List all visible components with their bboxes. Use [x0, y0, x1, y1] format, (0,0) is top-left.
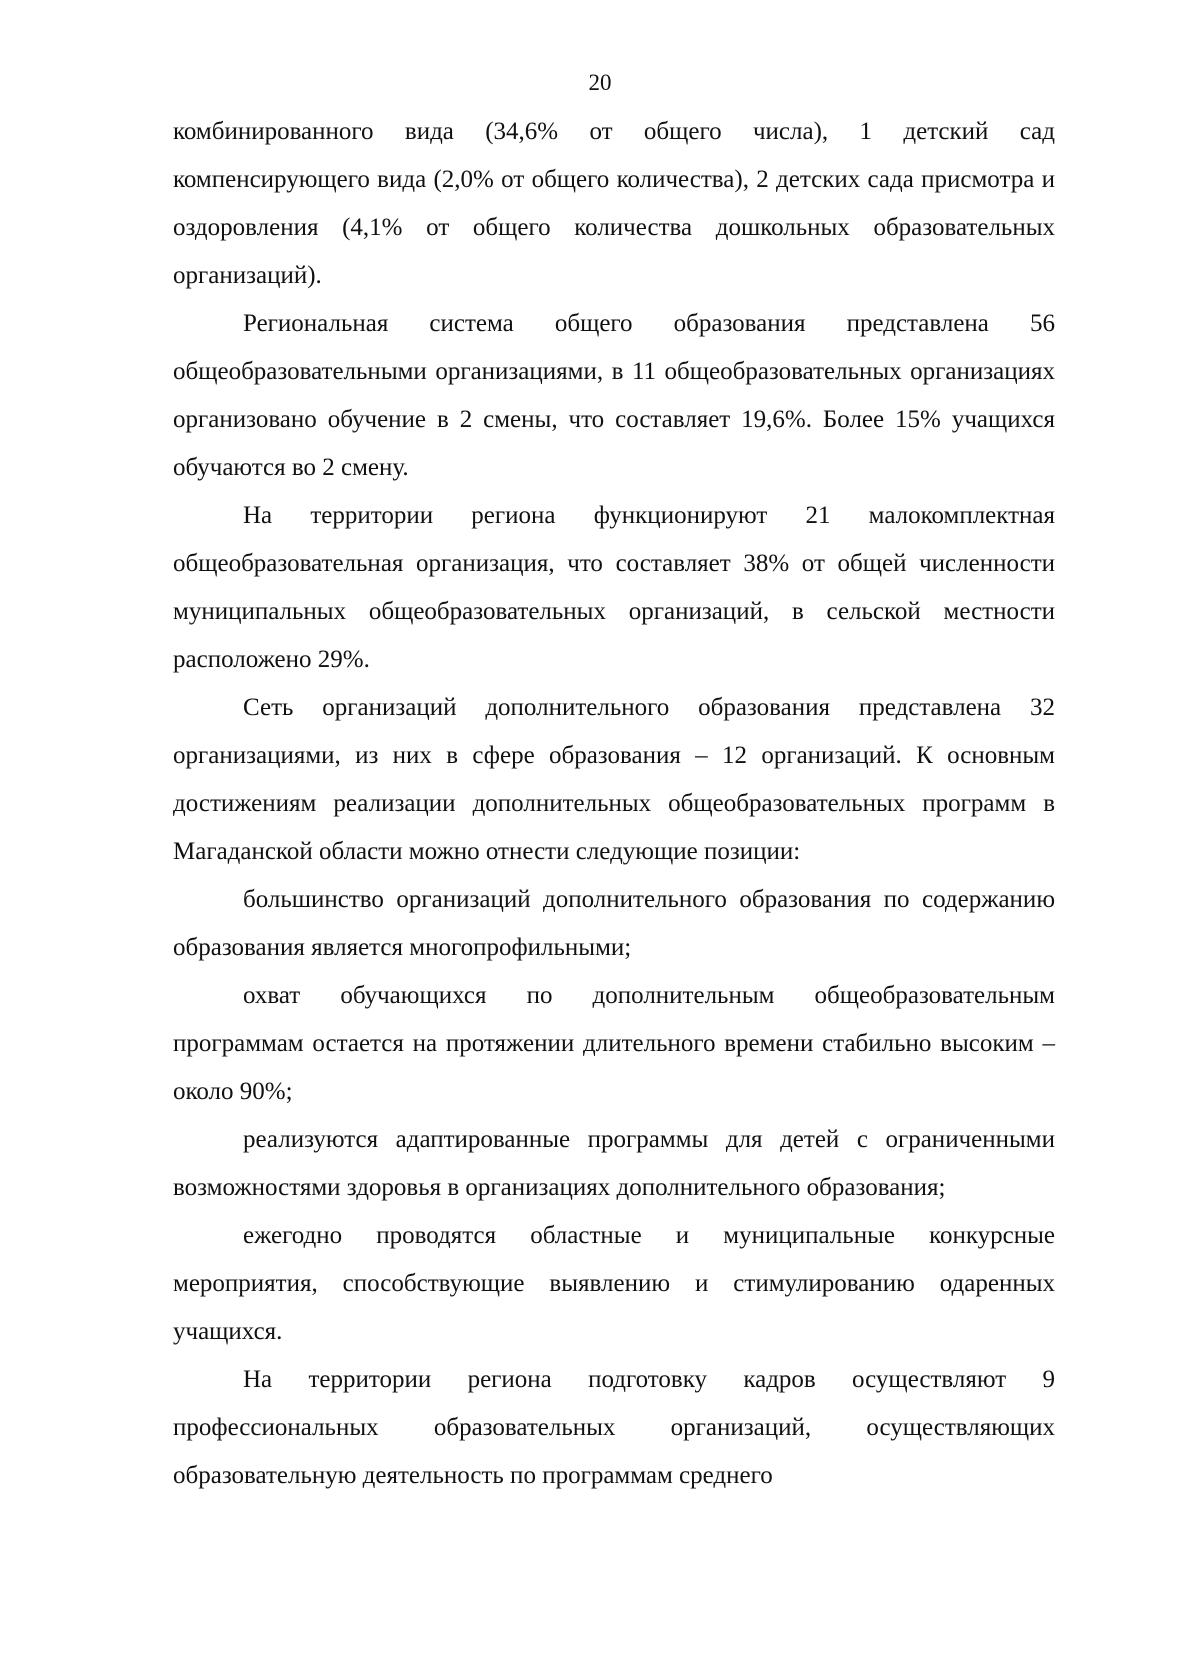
- paragraph-1-continuation: комбинированного вида (34,6% от общего числа), 1 детский сад компенсирующего вида (2,0% от общего количества), 2 детских сада присмотра и оздоровления (4,1% от общего количества дошкольных образовательных организаций).: [173, 118, 1055, 289]
- paragraph-general-education: Региональная система общего образования представлена 56 общеобразовательными организациями, в 11 общеобразовательных организациях организовано обучение в 2 смены, что составляет 19,6%. Более 15% учащихся обучаются во 2 смену.: [173, 310, 1055, 481]
- paragraph-small-schools: На территории региона функционируют 21 малокомплектная общеобразовательная организация, что составляет 38% от общей численности муниципальных общеобразовательных организаций, в сельской местности расположено 29%.: [173, 502, 1055, 673]
- list-item-contests: ежегодно проводятся областные и муниципальные конкурсные мероприятия, способствующие выявлению и стимулированию одаренных учащихся.: [173, 1222, 1055, 1345]
- list-item-coverage: охват обучающихся по дополнительным общеобразовательным программам остается на протяжении длительного времени стабильно высоким – около 90%;: [173, 982, 1055, 1105]
- page-number: 20: [588, 70, 612, 95]
- paragraph-professional-training: На территории региона подготовку кадров осуществляют 9 профессиональных образовательных организаций, осуществляющих образовательную деятельность по программам среднего: [173, 1366, 1055, 1489]
- paragraph-additional-education: Сеть организаций дополнительного образования представлена 32 организациями, из них в сфере образования – 12 организаций. К основным достижениям реализации дополнительных общеобразовательных программ в Магаданской области можно отнести следующие позиции:: [173, 694, 1055, 865]
- list-item-multiprofile: большинство организаций дополнительного образования по содержанию образования является многопрофильными;: [173, 886, 1055, 961]
- list-item-adapted-programs: реализуются адаптированные программы для детей с ограниченными возможностями здоровья в организациях дополнительного образования;: [173, 1126, 1055, 1201]
- document-body: [173, 108, 1055, 1500]
